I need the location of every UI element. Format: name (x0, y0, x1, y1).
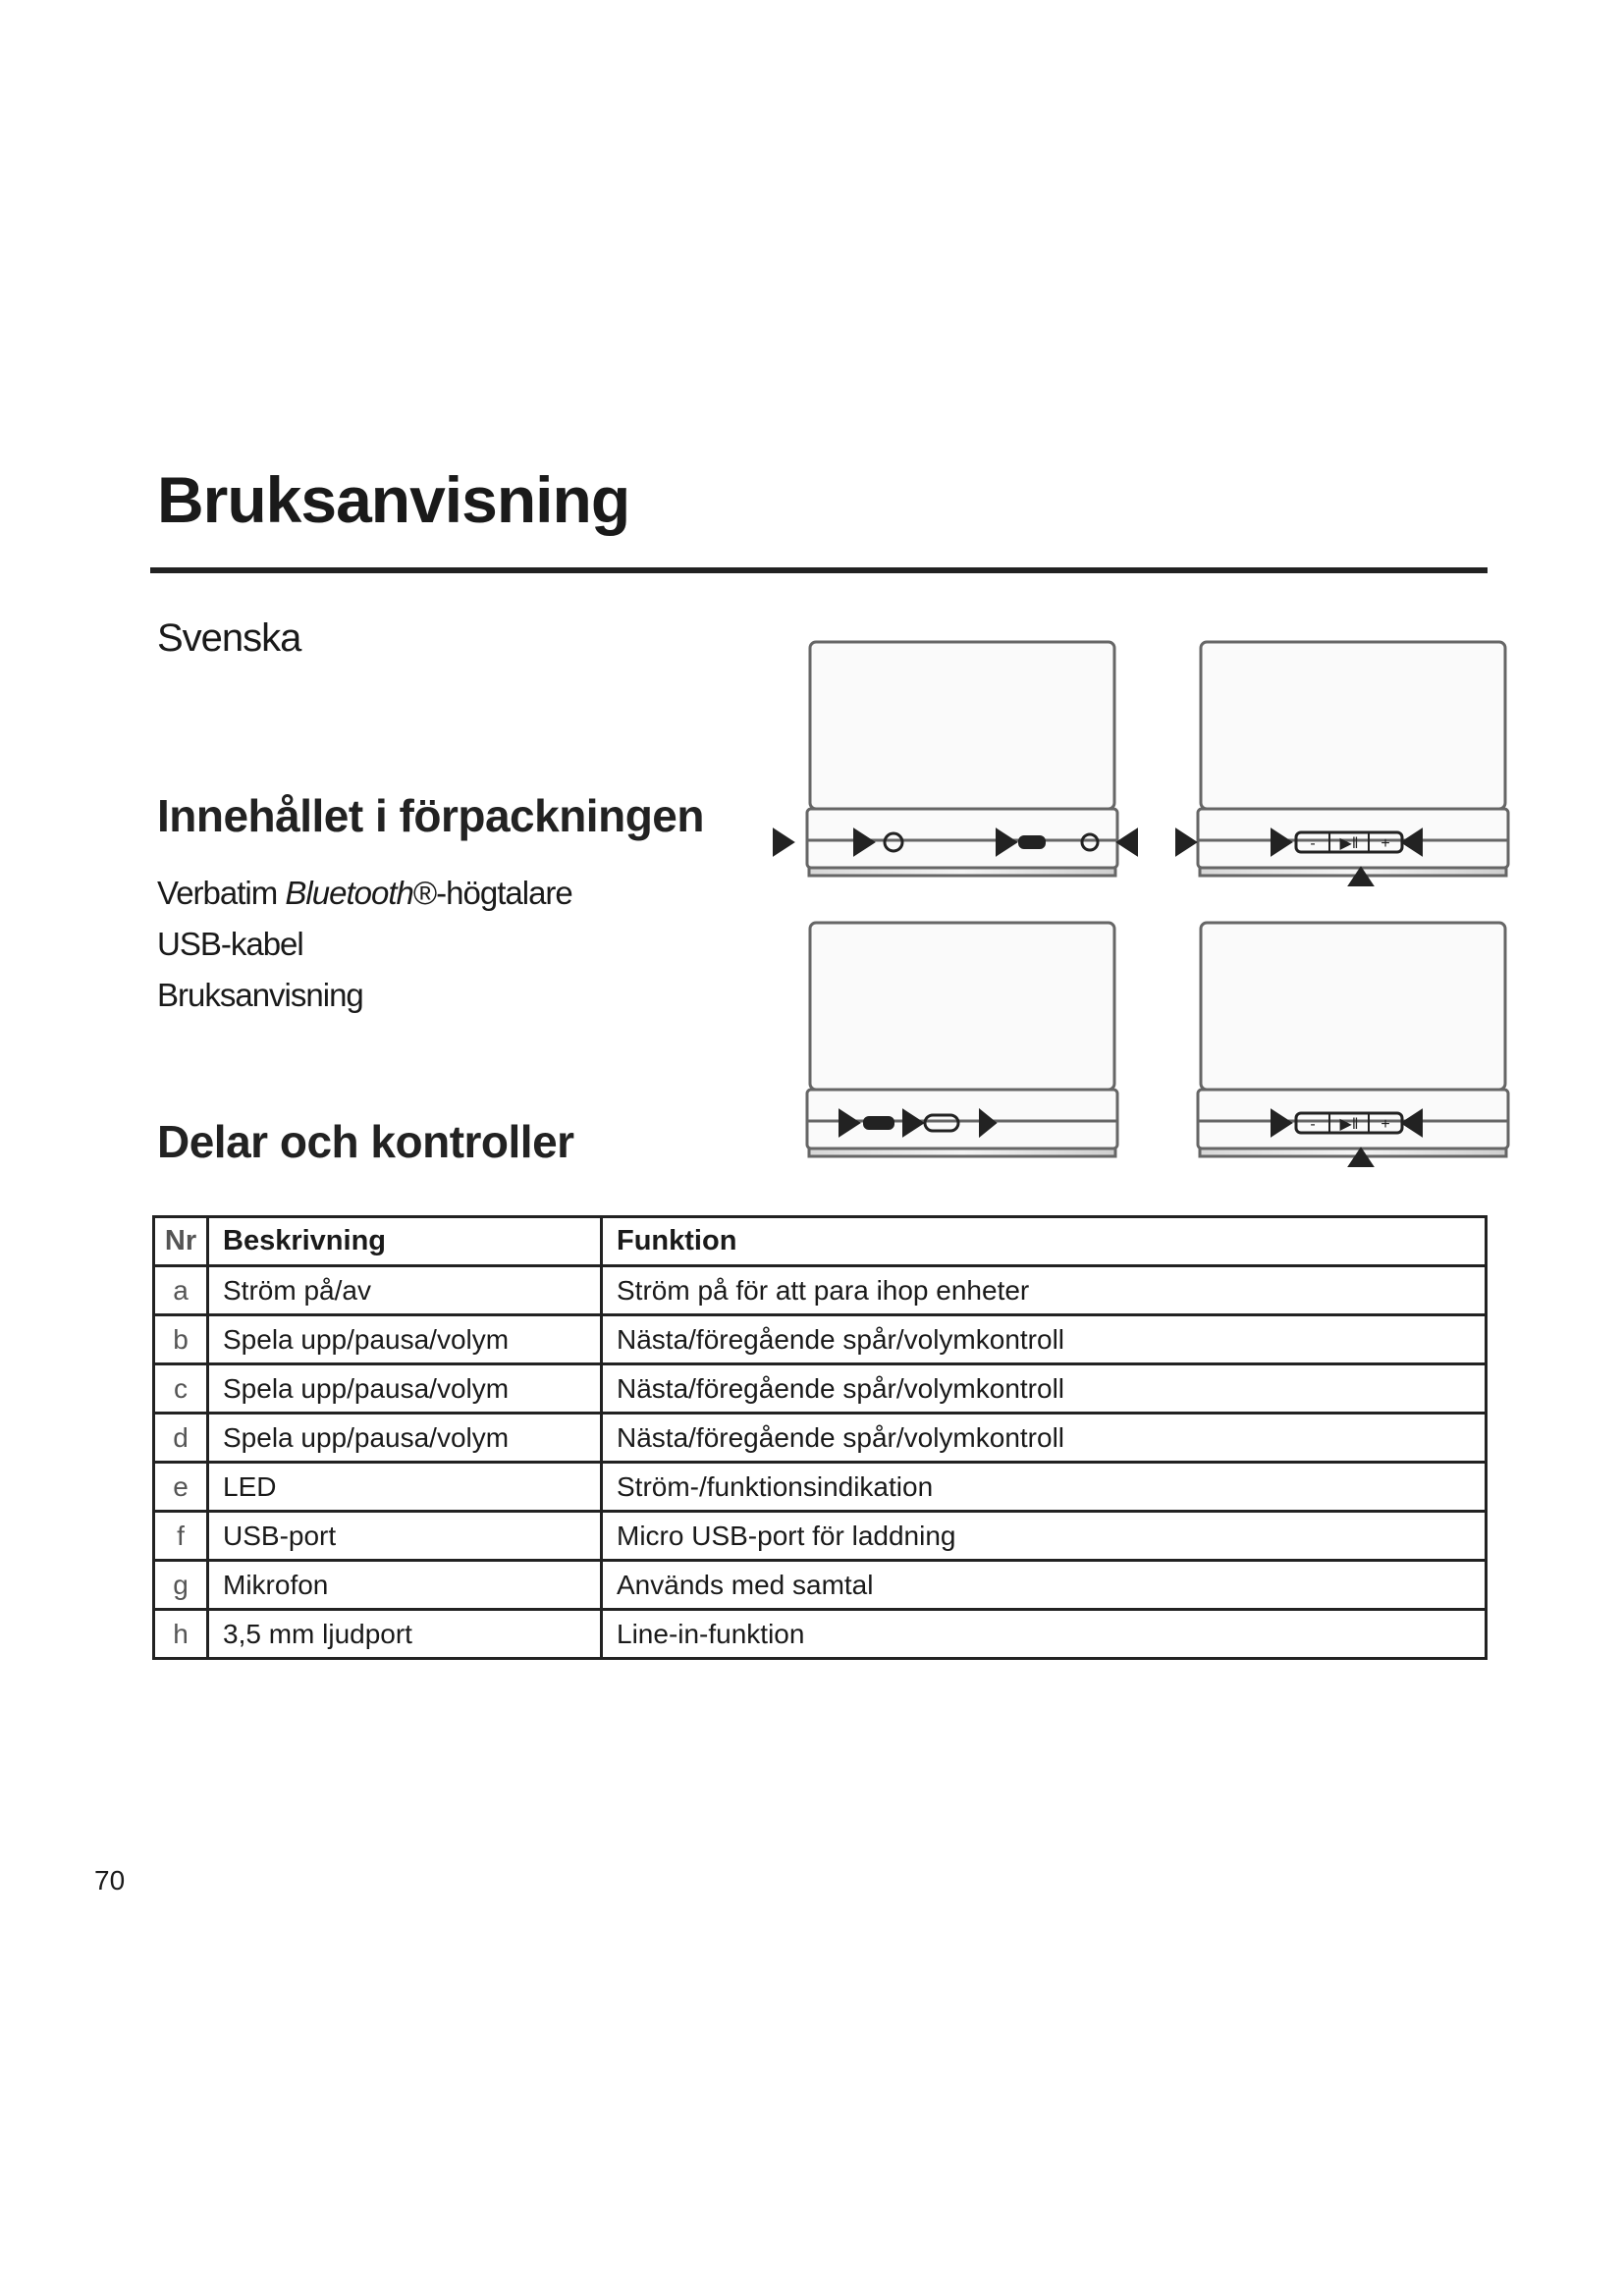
row-function: Används med samtal (602, 1561, 1487, 1610)
header-function: Funktion (602, 1217, 1487, 1266)
minus-label: - (1310, 1116, 1316, 1133)
play-pause-label: ▶‖ (1339, 1116, 1359, 1133)
table-row (154, 1364, 1487, 1414)
plus-label: + (1380, 835, 1390, 852)
row-nr: h (154, 1610, 208, 1659)
header-nr: Nr (154, 1217, 208, 1266)
parts-heading: Delar och kontroller (157, 1116, 574, 1167)
table-row (154, 1315, 1487, 1364)
speaker-diagram-icon (766, 628, 1512, 1188)
table-row (154, 1561, 1487, 1610)
row-nr: a (154, 1266, 208, 1315)
row-nr: g (154, 1561, 208, 1610)
row-function: Line-in-funktion (602, 1610, 1487, 1659)
row-description: Spela upp/pausa/volym (208, 1414, 602, 1463)
table-row (154, 1414, 1487, 1463)
table-row (154, 1266, 1487, 1315)
table-row (154, 1463, 1487, 1512)
row-description: LED (208, 1463, 602, 1512)
page-title: Bruksanvisning (157, 463, 630, 536)
page-number: 70 (94, 1865, 126, 1896)
row-function: Ström-/funktionsindikation (602, 1463, 1487, 1512)
row-function: Nästa/föregående spår/volymkontroll (602, 1364, 1487, 1414)
language-label: Svenska (157, 616, 301, 660)
table-row (154, 1512, 1487, 1561)
contents-heading: Innehållet i förpackningen (157, 790, 704, 841)
table-header-row (154, 1217, 1487, 1266)
row-description: 3,5 mm ljudport (208, 1610, 602, 1659)
row-function: Ström på för att para ihop enheter (602, 1266, 1487, 1315)
list-item: Bruksanvisning (157, 977, 363, 1013)
list-item: Verbatim Bluetooth®-högtalare (157, 875, 572, 911)
row-description: Ström på/av (208, 1266, 602, 1315)
row-description: USB-port (208, 1512, 602, 1561)
row-nr: c (154, 1364, 208, 1414)
row-description: Spela upp/pausa/volym (208, 1315, 602, 1364)
row-description: Mikrofon (208, 1561, 602, 1610)
parts-table (152, 1215, 1488, 1660)
contents-list (157, 868, 572, 1021)
list-item: USB-kabel (157, 926, 303, 962)
row-function: Nästa/föregående spår/volymkontroll (602, 1315, 1487, 1364)
row-function: Nästa/föregående spår/volymkontroll (602, 1414, 1487, 1463)
row-nr: f (154, 1512, 208, 1561)
row-nr: d (154, 1414, 208, 1463)
row-function: Micro USB-port för laddning (602, 1512, 1487, 1561)
play-pause-label: ▶‖ (1339, 835, 1359, 852)
header-description: Beskrivning (208, 1217, 602, 1266)
title-divider (150, 567, 1488, 573)
row-description: Spela upp/pausa/volym (208, 1364, 602, 1414)
table-row (154, 1610, 1487, 1659)
plus-label: + (1380, 1116, 1390, 1133)
row-nr: b (154, 1315, 208, 1364)
minus-label: - (1310, 835, 1316, 852)
row-nr: e (154, 1463, 208, 1512)
